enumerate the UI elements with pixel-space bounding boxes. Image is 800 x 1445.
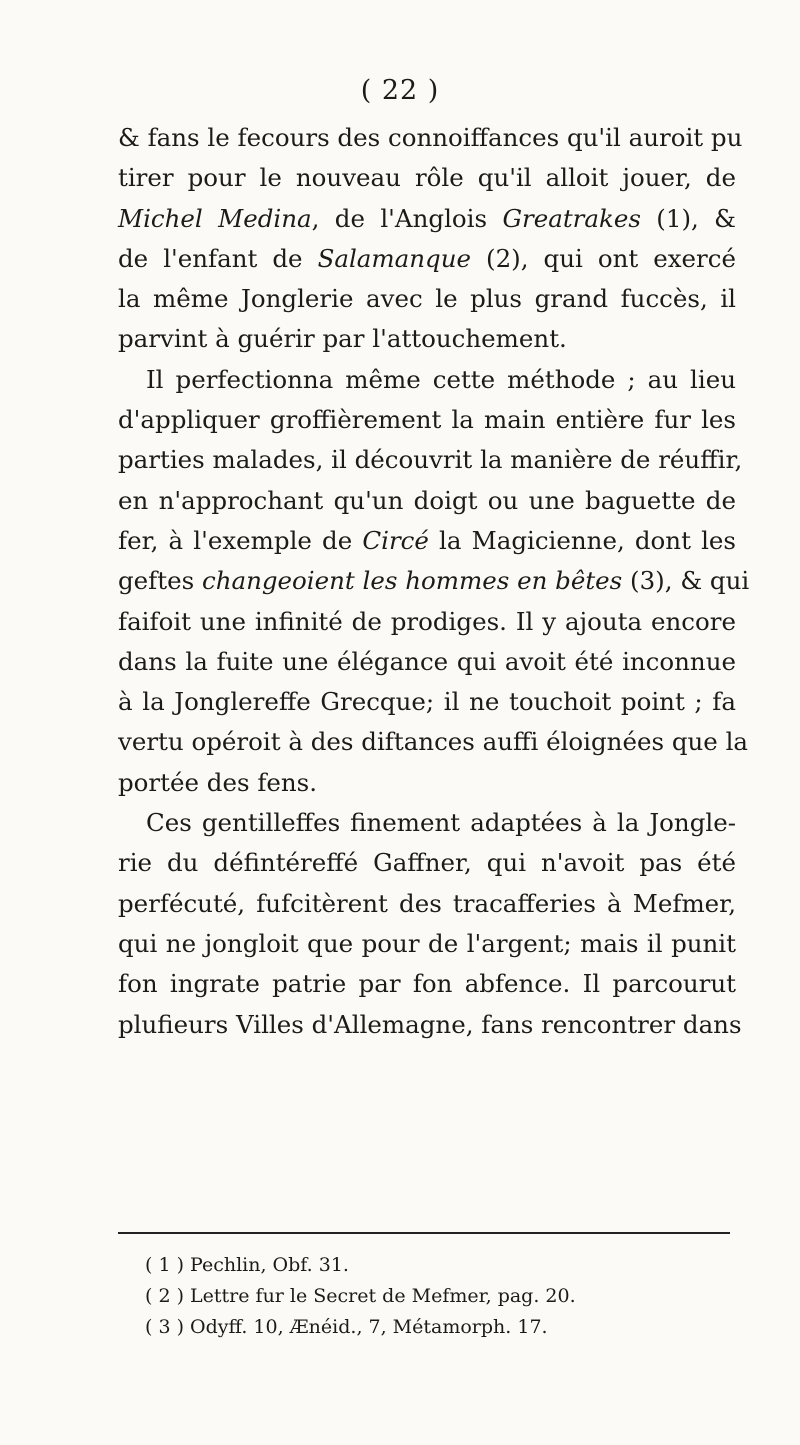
body-text <box>118 118 750 1045</box>
text-line: portée des fens. <box>118 767 318 797</box>
text-line: rie du défintéreffé Gaffner, qui n'avoit pas été <box>118 848 736 878</box>
text-line: dans la fuite une élégance qui avoit été inconnue <box>118 646 736 676</box>
text-line: faifoit une infinité de prodiges. Il y ajouta encore <box>118 606 736 636</box>
text-line: à la Jonglereffe Grecque; il ne touchoit point ; fa <box>118 687 736 717</box>
name-greatrakes: Greatrakes <box>502 203 641 233</box>
text-line: plufieurs Villes d'Allemagne, fans rencontrer dans <box>118 1009 742 1039</box>
text-line: perfécuté, fufcitèrent des tracafferies à Mefmer, <box>118 888 736 918</box>
text-line: fer, à l'exemple de Circé la Magicienne, dont les <box>118 525 736 555</box>
name-michel-medina: Michel Medina <box>118 203 312 233</box>
text-line: qui ne jongloit que pour de l'argent; mais il punit <box>118 928 736 958</box>
text-line: Michel Medina, de l'Anglois Greatrakes (1), & <box>118 203 736 233</box>
text-line: la même Jonglerie avec le plus grand fuccès, il <box>118 284 736 314</box>
footnotes <box>145 1250 576 1343</box>
name-salamanque: Salamanque <box>317 243 471 273</box>
text-line: geftes changeoient les hommes en bêtes (3), & qui <box>118 566 750 596</box>
text-line: vertu opéroit à des diftances auffi éloignées que la <box>118 727 749 757</box>
footnote: ( 2 ) Lettre fur le Secret de Mefmer, pag. 20. <box>145 1285 576 1307</box>
text-line: Il perfectionna même cette méthode ; au lieu <box>146 364 736 394</box>
italic-phrase: changeoient les hommes en bêtes <box>201 566 623 596</box>
text-line: de l'enfant de Salamanque (2), qui ont exercé <box>118 243 736 273</box>
page-number: ( 22 ) <box>360 75 440 106</box>
text-line: fon ingrate patrie par fon abfence. Il parcourut <box>118 969 736 999</box>
text-line: Ces gentilleffes finement adaptées à la Jongle- <box>146 808 736 838</box>
text-line: tirer pour le nouveau rôle qu'il alloit jouer, de <box>118 163 736 193</box>
text-line: d'appliquer groffièrement la main entière fur les <box>118 405 736 435</box>
footnote: ( 1 ) Pechlin, Obf. 31. <box>145 1254 349 1276</box>
footnote-rule <box>118 1232 730 1234</box>
text-line: & fans le fecours des connoiffances qu'il auroit pu <box>118 123 743 152</box>
text-line: parties malades, il découvrit la manière de réuffir, <box>118 445 743 475</box>
footnote: ( 3 ) Odyff. 10, Ænéid., 7, Métamorph. 17. <box>145 1316 548 1338</box>
text-line: parvint à guérir par l'attouchement. <box>118 324 567 354</box>
name-circe: Circé <box>362 525 429 555</box>
text-line: en n'approchant qu'un doigt ou une baguette de <box>118 485 736 515</box>
